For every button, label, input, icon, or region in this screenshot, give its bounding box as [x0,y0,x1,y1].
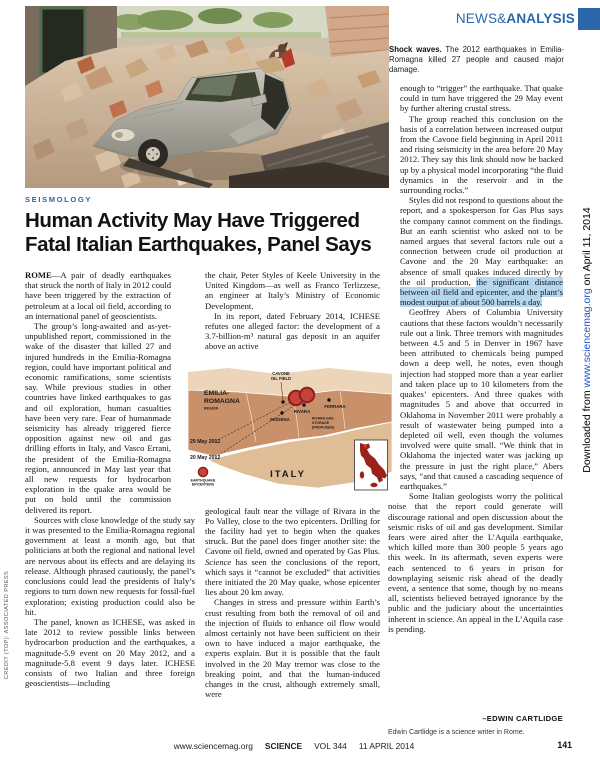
column-3-text [388,83,563,634]
paragraph: The panel, known as ICHESE, was asked in late 2012 to review possible links between hydrocarbon production and the earthquakes, a magnitude-5.9 event on 20 May 2012, and a magnitude-5.8 event 9 days later. ICHESE consists of two Italian and three foreign geoscientists—including [25,616,195,689]
ferrara-label: FERRARA [324,403,346,409]
paragraph: The group reached this conclusion on the basis of a correlation between increased output from the Cavone field beginning in April 2011 and rising seismicity in the area before 20 May 2012. They say this link should now be backed up by a physical model incorporating “the fluid dynamics in the reservoir and in the surrounding rocks.” [400,113,564,196]
article-column-1 [25,270,195,688]
cavone-dot [281,400,284,403]
paragraph: Sources with close knowledge of the study say it was presented to the Emilia-Romagna regional government at least a month ago, but that politicians at both the regional and national level are nervous about its effects and are delaying its release. Although phrased cautiously, the panel’s conclusions could lead the presidents of Italy’s regions to turn down new requests for fossil-fuel exploration; existing production could also be hit. [25,514,195,617]
paragraph-text: has seen the conclusions of the report, which says it “cannot be excluded” that activities there initiated the 20 May quake, whose epicenter lies about 20 km away. [205,556,380,598]
byline: –EDWIN CARTLIDGE [482,713,563,723]
map-wrap-spacer [388,364,400,500]
italy-inset [355,440,388,490]
sardinia-shape [360,471,364,478]
paragraph: Geoffrey Abers of Columbia University cautions that these factors wouldn’t necessarily rule out a link. Three tremors with magnitudes between 4.5 and 5 in Denver in 1967 have been attributed to chemicals being pumped down a deep well, he notes, even though injection had stopped more than a year earlier and taken place up to 10 kilometers from the quakes’ epicenters. And three quakes with magnitudes 5 and above that occurred in Oklahoma in November 2011 were probably a result of wastewater being pumped into a depleted oil well, even though the volumes involved were quite small. “We think that in Oklahoma the injected water was jacking up the pressure in just the right place,” Abers says, “and that caused a cascading sequence of earthquakes.” [400,307,563,491]
section-header-light: NEWS& [455,11,507,26]
highlighted-text: the significant distance between oil field and epicenter, and the plant’s modest output of about 500 barrels a day. [400,276,563,308]
gas-storage-label-2: STORAGE [312,420,330,425]
section-corner-box [578,8,600,30]
footer-url: www.sciencemag.org [173,741,253,751]
paragraph-text: —A pair of deadly earthquakes that struck the north of Italy in 2012 could have been triggered by the extraction of petroleum at a local oil field, according to an international panel of geoscientists. [25,270,171,321]
quake-date-2: 20 May 2012 [190,454,221,461]
quake-date-1: 29 May 2012 [190,438,221,445]
author-bio: Edwin Cartlidge is a science writer in Rome. [388,728,525,736]
footer-journal: SCIENCE [264,741,303,751]
region-sublabel: REGION [204,406,219,411]
sicily-shape [370,482,377,486]
paragraph: The group’s long-awaited and as-yet-unpublished report, commissioned in the wake of the disaster that killed 27 and injured hundreds in the Emilia-Romagna region, could have important political and economic ramifications, some scientists say. While previous studies in other countries have linked earthquakes to gas and oil exploration, human casualties have been very rare. Fear of humanmade seismicity has already triggered fierce opposition against new oil and gas drilling efforts in Italy, and Vasco Errani, the president of the Emilia-Romagna region, announced in May last year that all new requests for hydrocarbon exploration in the quake area would be put on hold until the commission delivered its report. [25,321,171,515]
downloaded-suffix: on April 11, 2014 [581,207,593,289]
photo-credit: CREDIT (TOP): ASSOCIATED PRESS [4,570,10,680]
article-column-2 [190,270,380,700]
downloaded-banner [581,200,593,480]
italy-map [188,364,392,492]
footer-volume: VOL 344 [314,741,347,751]
paragraph [25,270,195,321]
paragraph [205,506,380,598]
epicenter-circle-2 [300,387,314,401]
kicker: SEISMOLOGY [25,195,93,204]
emilia-romagna-map [188,364,392,492]
page-footer [25,741,563,751]
downloaded-prefix: Downloaded from [581,387,593,473]
cavone-label: CAVONE [272,370,290,376]
earthquake-damage-illustration [25,6,389,188]
column-filler [388,634,563,714]
rivara-label: RIVARA [293,408,311,414]
gas-storage-label: RIVARA GAS [312,416,334,421]
headline: Human Activity May Have Triggered Fatal Italian Earthquakes, Panel Says [25,209,372,256]
caption-text: The 2012 earthquakes in Emilia-Romagna killed 27 people and caused major damage. [389,45,565,74]
dateline: ROME [25,270,52,280]
paragraph: the chair, Peter Styles of Keele University in the United Kingdom—as well as Franco Terlizzese, an engineer at Italy’s Ministry of Economic Development. [205,270,380,311]
region-label: EMILIA- [204,389,230,397]
paragraph: enough to “trigger” the earthquake. That quake could in turn have triggered the 29 May event by further altering crustal stress. [400,83,563,114]
section-header-bold: ANALYSIS [506,11,575,26]
article-photo [25,6,389,188]
ferrara-dot [327,398,330,401]
modena-label: MODENA [270,416,290,422]
paragraph [388,195,563,307]
paragraph: Some Italian geologists worry the political noise that the report could generate will discourage rational and open discussion about the seismic risks of oil and gas development. Similar fears were aired after the L’Aquila earthquake, which killed more than 300 people 5 years ago this week. In its aftermath, seven experts were each sentenced to 6 years in prison for downplaying seismic risk ahead of the deadly event, a sentence that some, though by no means all, scientists believed betrayed ignorance by the public and the judiciary about the uncertainties inherent in science. An appeal in the L’Aquila case is pending. [388,491,563,634]
region-label-2: ROMAGNA [204,397,240,405]
paragraph-text: geological fault near the village of Rivara in the Po Valley, close to the two epicenters. Drilling for the facility had yet to begin when the quakes struck. But the panel does finger another site: the Cavone oil field, owned and operated by Gas Plus. [205,505,380,557]
gas-storage-label-3: (PROPOSED) [312,425,335,430]
country-label: ITALY [270,468,306,480]
caption-lead: Shock waves. [389,45,442,54]
paragraph-text: Styles did not respond to questions about the report, and a spokesperson for Gas Plus says the company cannot comment on the findings. But an earth scientist who asked not to be named argues that several factors rule out a connection between crude oil production at Cavone and the 20 May earthquake: an absence of small quakes induced directly by the oil production, [400,195,563,287]
paragraph: Changes in stress and pressure within Earth’s crust resulting from both the removal of oil and the injection of fluids to enhance oil flow would almost certainly not have been sufficient on their own to have induced a major earthquake, the experts explain. But it is possible that the fault involved in the 20 May tremor was close to the breaking point, and that the human-induced changes in the crust, although extremely small, were [205,597,380,700]
footer-date: 11 APRIL 2014 [358,741,415,751]
sciencemag-link[interactable]: www.sciencemag.org [581,288,593,388]
legend-label-2: EPICENTERS [191,482,215,487]
journal-name: Science [205,556,232,567]
rivara-dot [302,403,305,406]
article-column-3 [388,83,563,738]
cavone-label-2: OIL FIELD [270,375,292,381]
photo-caption [389,45,564,74]
modena-dot [280,411,283,414]
legend-epicenter-symbol [198,467,207,476]
paragraph: In its report, dated February 2014, ICHESE refutes one alleged factor: the development of a 3.7-billion-m³ natural gas deposit in an aquifer above an active [205,310,380,352]
legend-label: EARTHQUAKE [190,478,216,483]
page-number: 141 [557,740,572,750]
